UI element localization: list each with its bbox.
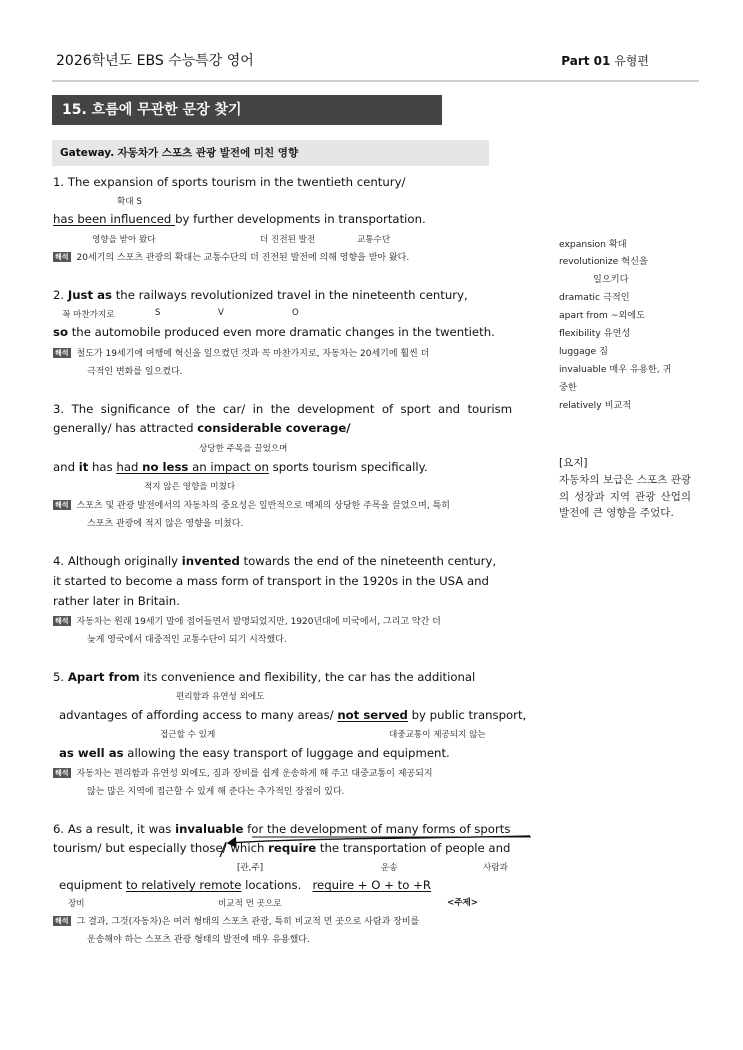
s6-gloss2c: 사람과 <box>483 863 508 873</box>
s1-translation-text: 20세기의 스포츠 관광의 확대는 교통수단의 더 진전된 발전에 의해 영향을 받아 왔다. <box>76 253 410 263</box>
s6-grammar-note: require + O + to +R <box>312 878 432 892</box>
s5-translation-text2: 않는 많은 지역에 접근할 수 있게 해 준다는 추가적인 장점이 있다. <box>87 787 345 797</box>
s2-gloss1c: V <box>218 308 224 318</box>
s3-bold-coverage: considerable coverage/ <box>197 421 351 435</box>
s3-impact-on: an impact on <box>188 460 269 474</box>
gist-text: 자동차의 보급은 스포츠 관광의 성장과 지역 관광 산업의 발전에 큰 영향을 주었다. <box>559 474 691 519</box>
s5-translation-text1: 자동차는 편리함과 유연성 외에도, 짐과 장비를 쉽게 운송하게 해 주고 대중교통이 제공되지 <box>76 769 433 779</box>
s5-line3-rest: allowing the easy transport of luggage and equipment. <box>123 746 450 760</box>
s5-gloss2b: 대중교통이 제공되지 않는 <box>389 730 486 740</box>
translation-tag: 해석 <box>55 349 69 357</box>
translation-tag: 해석 <box>55 917 69 925</box>
s1-gloss2c: 교통수단 <box>357 235 391 245</box>
s4-line3: rather later in Britain. <box>53 594 180 608</box>
vocab-item: apart from ~외에도 <box>559 310 646 321</box>
translation-tag: 해석 <box>55 769 69 777</box>
part-number: Part 01 <box>561 54 611 68</box>
s4-bold-invented: invented <box>181 554 240 568</box>
s5-num: 5. <box>53 670 68 684</box>
s2-bold-so: so <box>53 325 68 339</box>
s3-bold-no-less: no less <box>142 460 189 474</box>
s5-line2-rest: by public transport, <box>407 708 527 722</box>
s6-line2 <box>53 841 510 855</box>
vocab-item: invaluable 매우 유용한, 귀 <box>559 364 672 375</box>
s2-gloss1a: 꼭 마찬가지로 <box>62 310 115 320</box>
s1-gloss2a: 영향을 받아 왔다 <box>92 235 156 245</box>
s6-line1-rest: for the development of many forms of sports <box>243 822 511 836</box>
s2-translation-text2: 극적인 변화를 일으켰다. <box>87 367 183 377</box>
s6-locations: locations. <box>241 878 313 892</box>
gateway-label: Gateway. <box>60 147 115 159</box>
s3-had: had <box>116 460 143 474</box>
s3-gloss2: 상당한 주목을 끌었으며 <box>199 444 288 454</box>
translation-tag: 해석 <box>55 501 69 509</box>
s3-has: has <box>88 460 117 474</box>
s2-bold-just-as: Just as <box>67 288 112 302</box>
vocab-item: flexibility 유연성 <box>559 328 631 339</box>
s2-line1-rest: the railways revolutionized travel in the nineteenth century, <box>112 288 468 302</box>
s6-line2-rest: the transportation of people and <box>316 841 511 855</box>
s3-line3-rest: sports tourism specifically. <box>268 460 428 474</box>
s6-line3 <box>59 878 431 892</box>
s2-line2-rest: the automobile produced even more dramatic changes in the twentieth. <box>68 325 495 339</box>
s6-translation-text1: 그 결과, 그것(자동차)은 여러 형태의 스포츠 관광, 특히 비교적 먼 곳으로 사람과 장비를 <box>76 917 420 927</box>
s2-gloss1d: O <box>292 308 299 318</box>
s6-underline-remote: to relatively remote <box>125 878 242 892</box>
s6-translation <box>53 914 419 927</box>
s1-line2-rest: by further developments in transportation. <box>175 212 426 226</box>
vocab-item: revolutionize 혁신을 <box>559 256 648 267</box>
s2-gloss1b: S <box>155 308 161 318</box>
vocab-item-cont: 일으키다 <box>593 274 629 285</box>
s2-num: 2. <box>53 288 68 302</box>
vocab-item-cont: 중한 <box>559 382 577 393</box>
s6-bold-require: require <box>268 841 317 855</box>
s3-line2-start: generally/ has attracted <box>53 421 198 435</box>
translation-tag: 해석 <box>55 253 69 261</box>
s1-underline-verb: has been influenced <box>53 212 176 226</box>
s5-gloss2a: 접근할 수 있게 <box>160 730 216 740</box>
s4-translation-text1: 자동차는 원래 19세기 말에 접어들면서 발명되었지만, 1920년대에 미국에서, 그리고 약간 더 <box>76 617 441 627</box>
gateway-topic: 자동차가 스포츠 관광 발전에 미친 영향 <box>117 147 299 159</box>
s4-line1-rest: towards the end of the nineteenth century, <box>239 554 497 568</box>
s3-bold-it: it <box>78 460 89 474</box>
vocab-item: luggage 짐 <box>559 346 608 357</box>
s1-line1: 1. The expansion of sports tourism in the twentieth century/ <box>53 175 406 189</box>
s3-gloss3: 적지 않은 영향을 미쳤다 <box>144 482 236 492</box>
s1-gloss1: 확대 S <box>117 197 142 207</box>
s4-line2: it started to become a mass form of transport in the 1920s in the USA and <box>53 574 489 588</box>
s3-translation-text1: 스포츠 및 관광 발전에서의 자동차의 중요성은 일반적으로 매체의 상당한 주목을 끌었으며, 특히 <box>76 501 450 511</box>
s5-bold-as-well-as: as well as <box>59 746 124 760</box>
s6-translation-text2: 운송해야 하는 스포츠 관광 형태의 발전에 매우 유용했다. <box>87 935 310 945</box>
vocab-item: dramatic 극적인 <box>559 292 630 303</box>
s1-gloss2b: 더 진전된 발전 <box>260 235 316 245</box>
s3-and: and <box>53 460 79 474</box>
s6-gloss3a: 장비 <box>68 899 85 909</box>
s3-translation-text2: 스포츠 관광에 적지 않은 영향을 미쳤다. <box>87 519 244 529</box>
s6-bold-invaluable: invaluable <box>175 822 244 836</box>
s2-translation-text1: 철도가 19세기에 여행에 혁신을 일으켰던 것과 꼭 마찬가지로, 자동차는 20세기에 훨씬 더 <box>76 349 430 359</box>
s5-bold-apart-from: Apart from <box>67 670 140 684</box>
s4-line1-start: 4. Although originally <box>53 554 182 568</box>
s6-gloss3c-topic: <주제> <box>447 898 479 908</box>
gist-title: [요지] <box>559 457 588 469</box>
s6-line2-start: tourism/ but especially those/ which <box>53 841 269 855</box>
s4-translation-text2: 늦게 영국에서 대중적인 교통수단이 되기 시작했다. <box>87 635 287 645</box>
s5-gloss1: 편리함과 유연성 외에도 <box>176 692 265 702</box>
s6-gloss2a: [관,주] <box>237 863 264 873</box>
s6-equipment: equipment <box>59 878 126 892</box>
section-title: 15. 흐름에 무관한 문장 찾기 <box>52 95 442 125</box>
s6-gloss3b: 비교적 먼 곳으로 <box>218 899 282 909</box>
page-header-title: 2026학년도 EBS 수능특강 영어 <box>56 53 254 69</box>
translation-tag: 해석 <box>55 617 69 625</box>
s5-bold-not-served: not served <box>337 708 408 722</box>
s6-line1-start: 6. As a result, it was <box>53 822 176 836</box>
s3-line1: 3. The significance of the car/ in the development of sport and tourism <box>53 402 513 416</box>
vocab-item: relatively 비교적 <box>559 400 632 411</box>
s6-gloss2b: 운송 <box>381 863 398 873</box>
vocab-item: expansion 확대 <box>559 239 627 250</box>
s5-line2-start: advantages of affording access to many areas/ <box>59 708 338 722</box>
part-name: 유형편 <box>614 54 649 68</box>
s5-line1-rest: its convenience and flexibility, the car has the additional <box>139 670 476 684</box>
